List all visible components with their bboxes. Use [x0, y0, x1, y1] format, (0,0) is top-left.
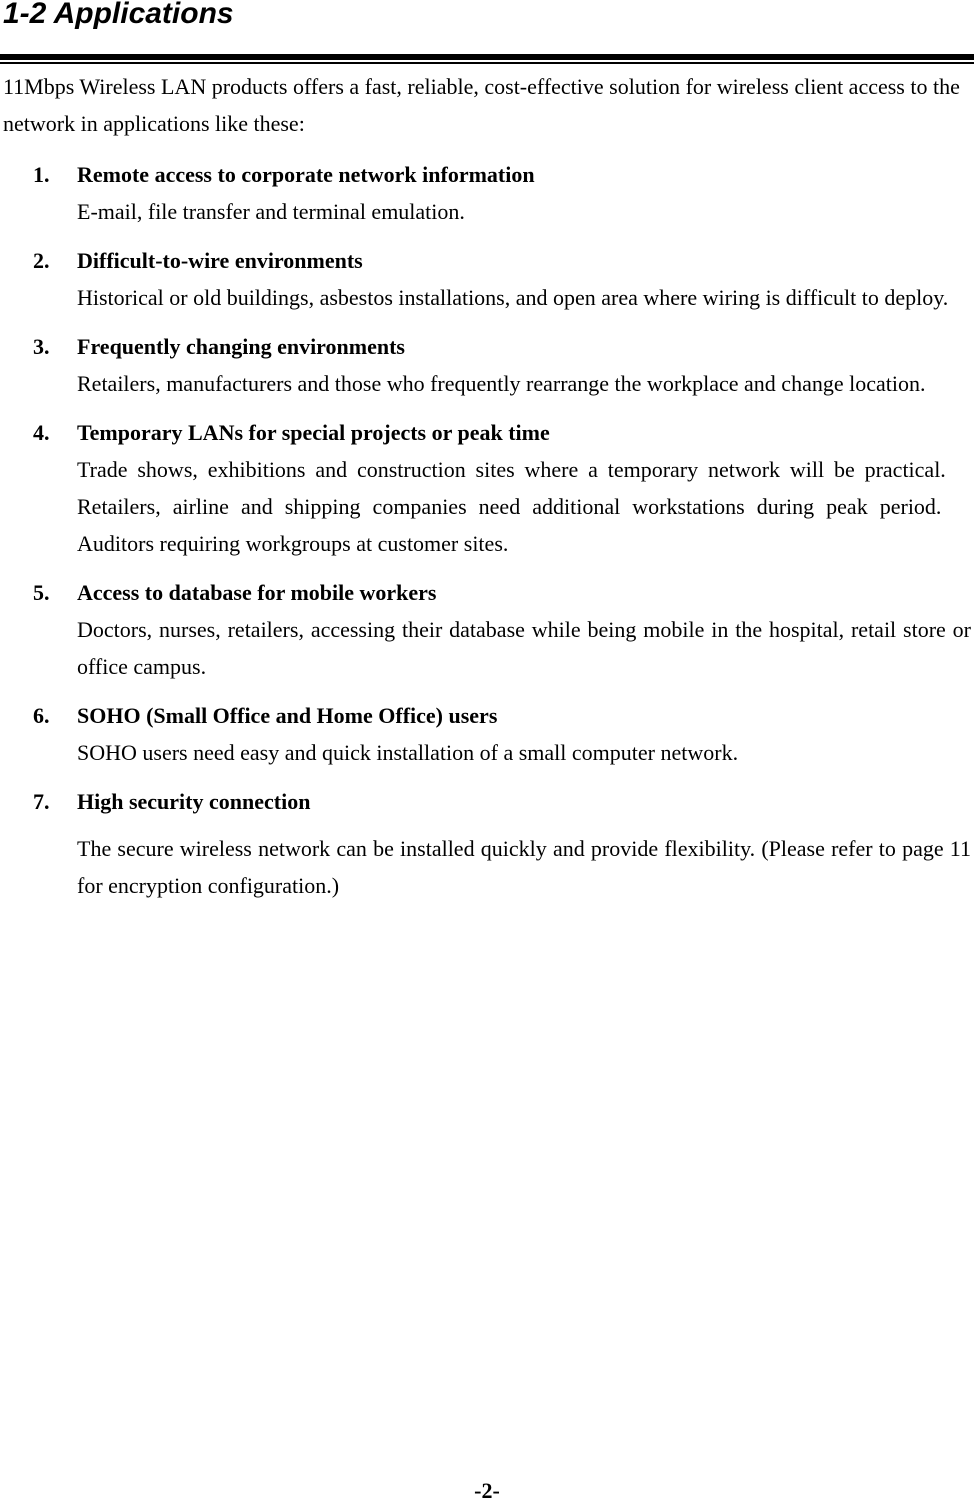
list-item — [33, 574, 971, 685]
list-item-description: SOHO users need easy and quick installation of a small computer network. — [77, 740, 739, 765]
list-item-description: Trade shows, exhibitions and construction sites where a temporary network will be practical. Retailers, airline and shipping companies need additional workstations during peak period. Auditors requiring workgroups at customer sites. — [77, 457, 971, 556]
list-item-title: Temporary LANs for special projects or peak time — [77, 420, 550, 445]
page-title: 1-2 Applications — [3, 0, 234, 30]
list-item — [33, 242, 971, 316]
list-item-title: Frequently changing environments — [77, 334, 405, 359]
page-number: -2- — [474, 1478, 500, 1503]
list-item-number: 2. — [33, 248, 50, 273]
list-item-number: 3. — [33, 334, 50, 359]
list-item-number: 6. — [33, 703, 50, 728]
list-item-title: SOHO (Small Office and Home Office) users — [77, 703, 498, 728]
list-item-title: High security connection — [77, 789, 311, 814]
list-item-title: Access to database for mobile workers — [77, 580, 437, 605]
list-item-description: E-mail, file transfer and terminal emulation. — [77, 199, 465, 224]
list-item — [33, 783, 971, 904]
title-divider-thin — [0, 62, 974, 64]
list-item — [33, 697, 971, 771]
title-divider-thick — [0, 54, 974, 60]
list-item — [33, 328, 971, 402]
list-item-description: The secure wireless network can be installed quickly and provide flexibility. (Please refer to page 11 for encryption configuration.) — [77, 836, 971, 898]
list-item-description: Doctors, nurses, retailers, accessing their database while being mobile in the hospital, retail store or office campus. — [77, 617, 971, 679]
list-item-number: 4. — [33, 420, 50, 445]
list-item — [33, 414, 971, 562]
list-item-number: 7. — [33, 789, 50, 814]
list-item-number: 5. — [33, 580, 50, 605]
applications-list — [33, 156, 971, 916]
list-item-number: 1. — [33, 162, 50, 187]
list-item — [33, 156, 971, 230]
list-item-description: Retailers, manufacturers and those who frequently rearrange the workplace and change location. — [77, 371, 926, 396]
list-item-title: Remote access to corporate network information — [77, 162, 535, 187]
intro-paragraph: 11Mbps Wireless LAN products offers a fast, reliable, cost-effective solution for wireless client access to the network in applications like these: — [3, 74, 960, 136]
list-item-description: Historical or old buildings, asbestos installations, and open area where wiring is difficult to deploy. — [77, 285, 949, 310]
list-item-title: Difficult-to-wire environments — [77, 248, 363, 273]
